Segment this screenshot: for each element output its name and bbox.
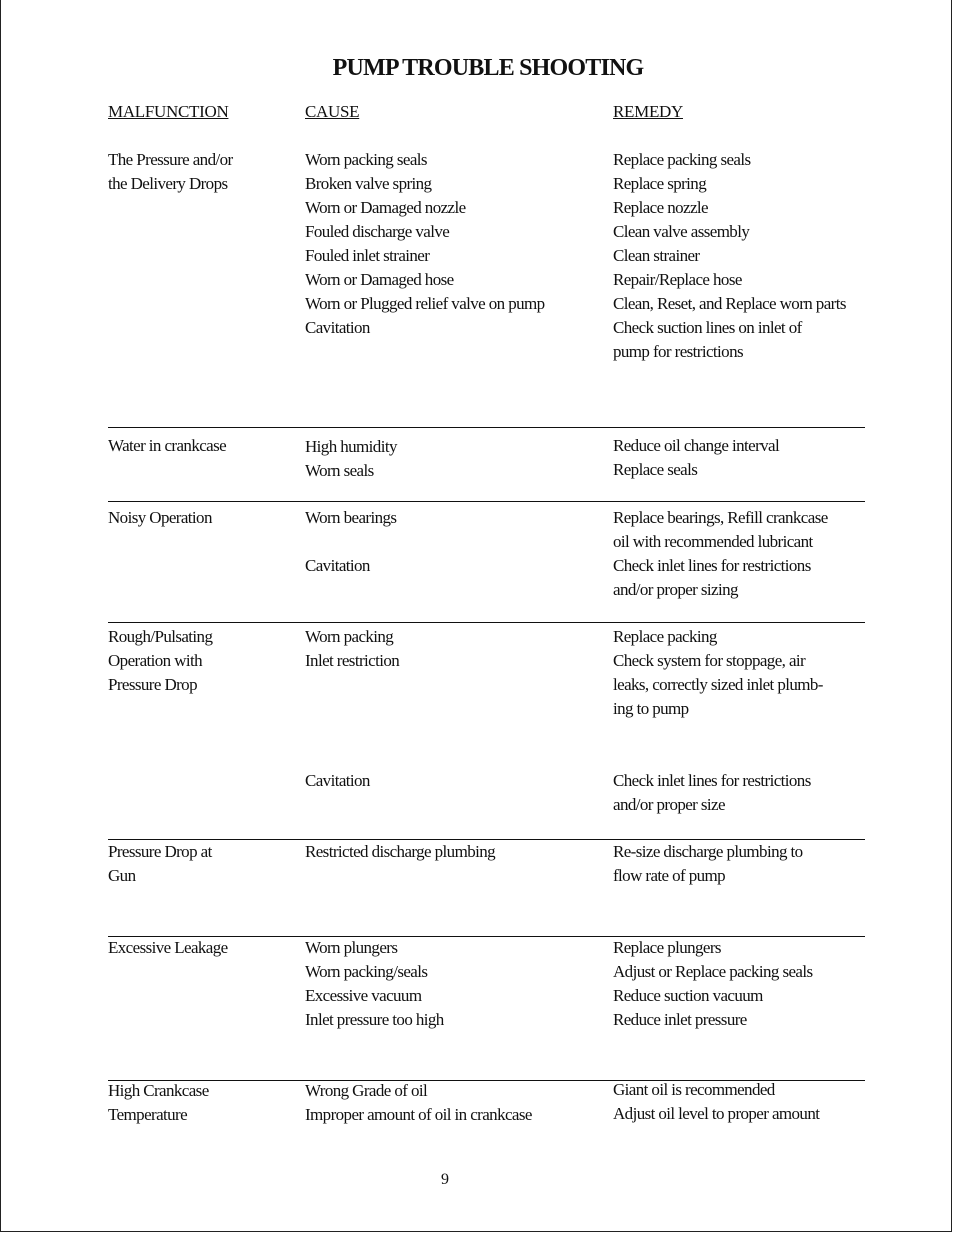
row-divider xyxy=(108,427,865,428)
page-number: 9 xyxy=(441,1171,449,1188)
row-4-malfunction: Rough/Pulsating Operation with Pressure Drop xyxy=(108,627,213,694)
row-7-malfunction: High Crankcase Temperature xyxy=(108,1081,209,1124)
row-2-cause: High humidity Worn seals xyxy=(305,437,397,480)
row-7-cause: Wrong Grade of oil Improper amount of oil in crankcase xyxy=(305,1081,532,1124)
row-3-remedy: Replace bearings, Refill crankcase oil with recommended lubricant Check inlet lines for restrictions and/or proper sizing xyxy=(613,508,828,599)
row-3-cause: Worn bearings Cavitation xyxy=(305,508,397,575)
page-title: PUMP TROUBLE SHOOTING xyxy=(332,55,644,81)
row-divider xyxy=(108,501,865,502)
row-5-malfunction: Pressure Drop at Gun xyxy=(108,842,212,885)
row-4-cause: Worn packing Inlet restriction Cavitation xyxy=(305,627,400,790)
row-2-remedy: Reduce oil change interval Replace seals xyxy=(613,436,780,479)
row-5-remedy: Re-size discharge plumbing to flow rate of pump xyxy=(613,842,803,885)
row-4-remedy: Replace packing Check system for stoppage, air leaks, correctly sized inlet plumb- ing to pump Check inlet lines for restrictions and/or proper size xyxy=(613,627,823,814)
row-6-cause: Worn plungers Worn packing/seals Excessive vacuum Inlet pressure too high xyxy=(305,938,444,1029)
row-3-malfunction: Noisy Operation xyxy=(108,508,212,527)
row-divider xyxy=(108,622,865,623)
row-7-remedy: Giant oil is recommended Adjust oil level to proper amount xyxy=(613,1080,820,1123)
column-header-remedy: REMEDY xyxy=(613,102,683,121)
column-header-malfunction: MALFUNCTION xyxy=(108,102,229,121)
row-1-cause: Worn packing seals Broken valve spring Worn or Damaged nozzle Fouled discharge valve Fouled inlet strainer Worn or Damaged hose Worn or Plugged relief valve on pump Cavitation xyxy=(305,150,545,337)
row-6-remedy: Replace plungers Adjust or Replace packing seals Reduce suction vacuum Reduce inlet pressure xyxy=(613,938,813,1029)
row-1-malfunction: The Pressure and/or the Delivery Drops xyxy=(108,150,233,193)
row-5-cause: Restricted discharge plumbing xyxy=(305,842,496,861)
column-header-cause: CAUSE xyxy=(305,102,360,121)
row-6-malfunction: Excessive Leakage xyxy=(108,938,228,957)
row-1-remedy: Replace packing seals Replace spring Replace nozzle Clean valve assembly Clean strainer Repair/Replace hose Clean, Reset, and Replace worn parts Check suction lines on inlet of pump for restrictions xyxy=(613,150,846,361)
row-2-malfunction: Water in crankcase xyxy=(108,436,227,455)
